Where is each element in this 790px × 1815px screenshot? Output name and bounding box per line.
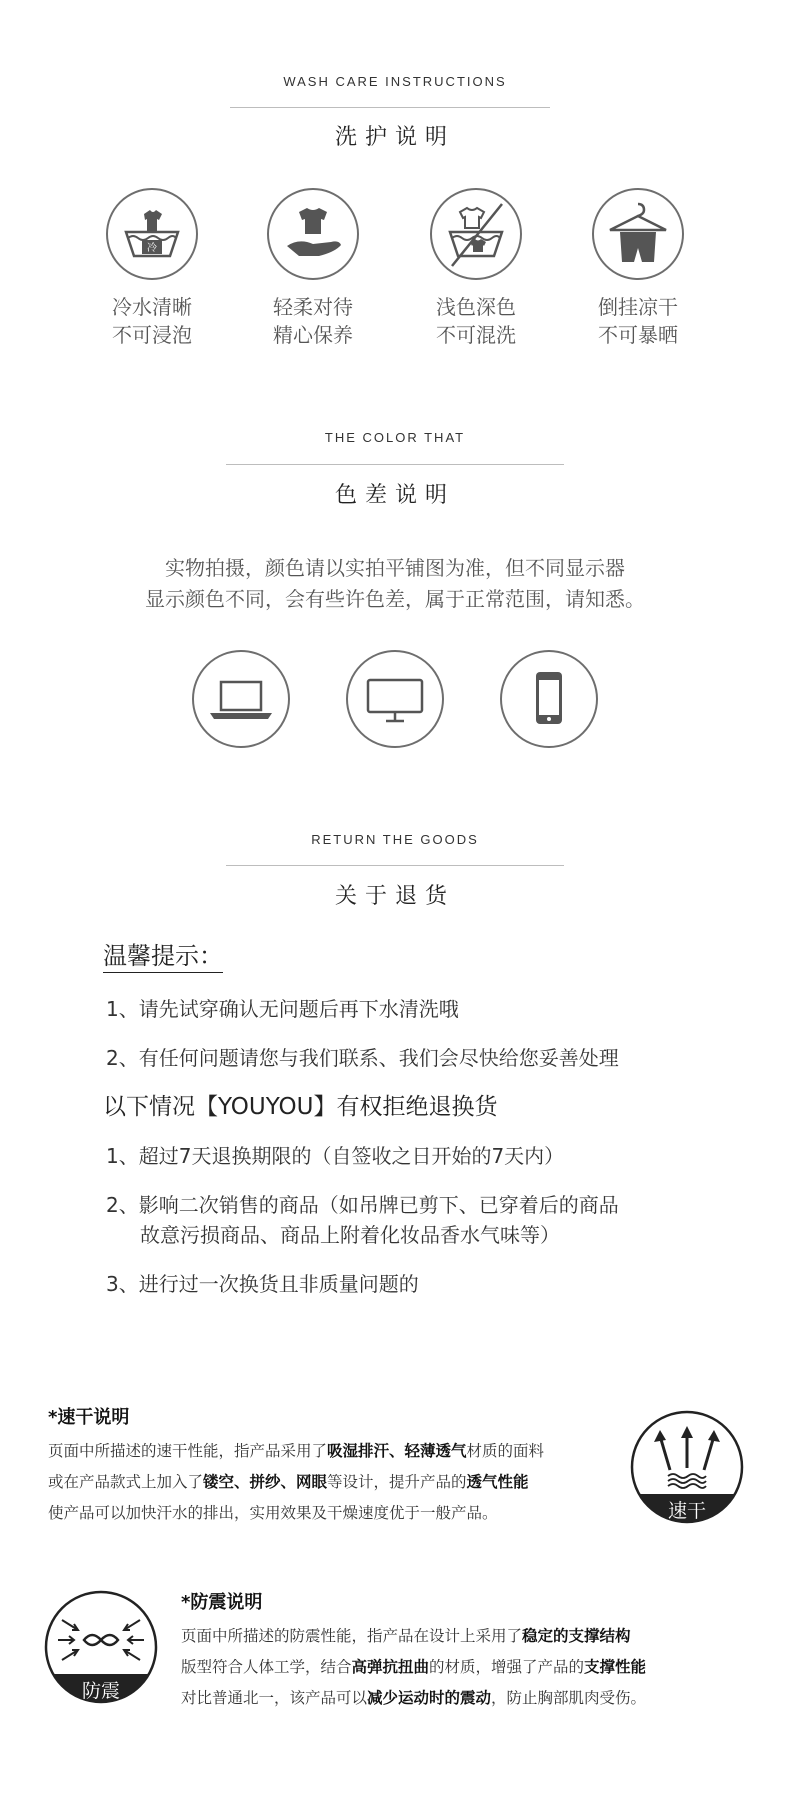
tip-1: 1、请先试穿确认无问题后再下水清洗哦 xyxy=(106,997,459,1021)
color-divider xyxy=(226,464,564,465)
wash-item-label-1: 冷水清晰 不可浸泡 xyxy=(112,295,192,347)
color-zh-title: 色差说明 xyxy=(334,483,455,508)
color-en-title: THE COLOR THAT xyxy=(324,430,466,445)
quick-dry-icon xyxy=(630,1410,744,1524)
returns-en-title: RETURN THE GOODS xyxy=(311,832,479,847)
color-description: 实物拍摄，颜色请以实拍平铺图为准，但不同显示器 显示颜色不同，会有些许色差，属于正常范围，请知悉。 xyxy=(145,556,645,611)
wash-item-label-2: 轻柔对待 精心保养 xyxy=(273,295,353,347)
tip-title: 温馨提示： xyxy=(103,936,223,973)
wash-zh-title: 洗护说明 xyxy=(334,125,455,150)
shock-title: *防震说明 xyxy=(181,1592,263,1613)
wash-en-title: WASH CARE INSTRUCTIONS xyxy=(283,74,507,89)
wash-item-label-3: 浅色深色 不可混洗 xyxy=(436,295,516,347)
rule-2-cont: 故意污损商品、商品上附着化妆品香水气味等） xyxy=(140,1223,560,1247)
phone-icon xyxy=(500,650,598,748)
wash-item-label-4: 倒挂凉干 不可暴晒 xyxy=(598,295,678,347)
quickdry-body: 页面中所描述的速干性能，指产品采用了吸湿排汗、轻薄透气材质的面料 或在产品款式上加入了镂空、拼纱、网眼等设计，提升产品的透气性能 使产品可以加快汗水的排出，实用效果及干燥速度优于一般产品。 xyxy=(48,1442,545,1522)
cold-wash-icon xyxy=(106,188,198,280)
refuse-title: 以下情况【YOUYOU】有权拒绝退换货 xyxy=(103,1094,498,1120)
returns-zh-title: 关于退货 xyxy=(334,884,455,909)
laptop-icon xyxy=(192,650,290,748)
monitor-icon xyxy=(346,650,444,748)
returns-divider xyxy=(226,865,564,866)
shock-proof-icon xyxy=(44,1590,158,1704)
hang-dry-icon xyxy=(592,188,684,280)
no-mix-wash-icon xyxy=(430,188,522,280)
svg-text:冷: 冷 xyxy=(147,243,157,254)
rule-2: 2、影响二次销售的商品（如吊牌已剪下、已穿着后的商品 xyxy=(106,1193,619,1217)
rule-3: 3、进行过一次换货且非质量问题的 xyxy=(106,1272,419,1296)
quickdry-badge: 速干 xyxy=(667,1500,706,1522)
shock-body: 页面中所描述的防震性能，指产品在设计上采用了稳定的支撑结构 版型符合人体工学，结合高弹抗扭曲的材质，增强了产品的支撑性能 对比普通北一，该产品可以减少运动时的震动，防止胸部肌肉受伤。 xyxy=(181,1627,647,1707)
hand-care-icon xyxy=(267,188,359,280)
wash-divider xyxy=(230,107,550,108)
tip-2: 2、有任何问题请您与我们联系、我们会尽快给您妥善处理 xyxy=(106,1046,619,1070)
shock-badge: 防震 xyxy=(81,1680,120,1702)
rule-1: 1、超过7天退换期限的（自签收之日开始的7天内） xyxy=(106,1144,565,1168)
quickdry-title: *速干说明 xyxy=(48,1407,130,1428)
